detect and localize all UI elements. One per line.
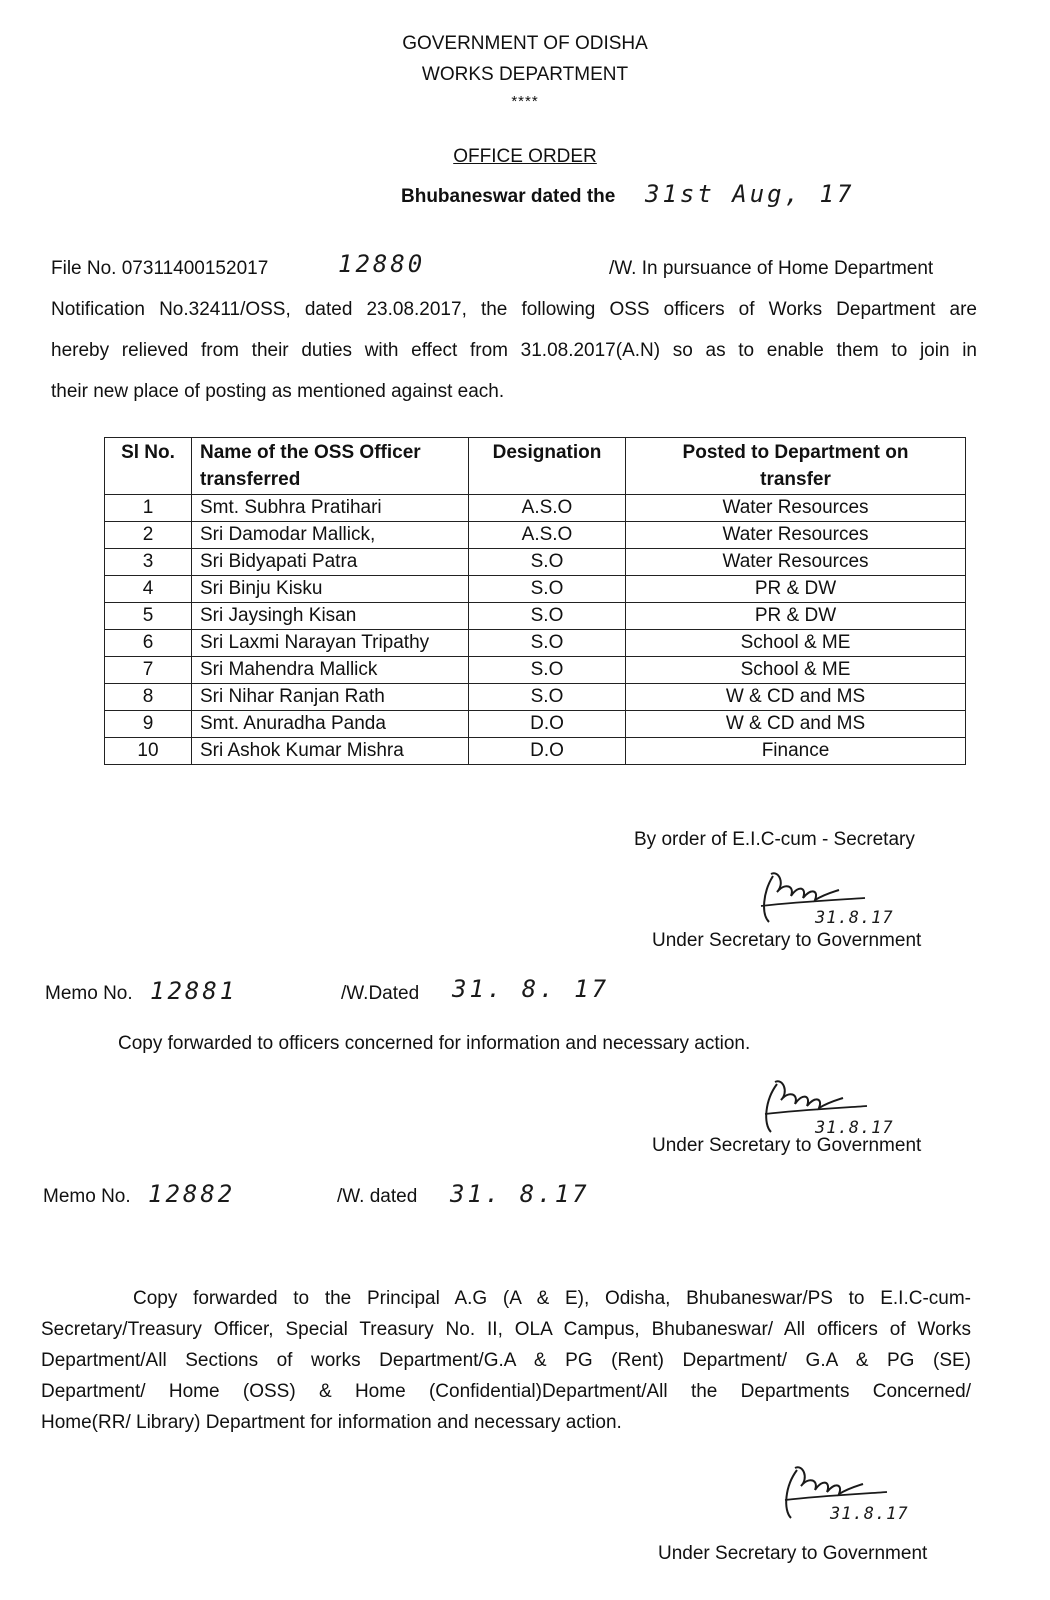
signature-1-date: 31.8.17: [815, 908, 894, 928]
stars-divider: ****: [511, 93, 539, 110]
table-row: [105, 549, 966, 576]
cell-name: Smt. Anuradha Panda: [192, 711, 469, 738]
cell-name: Sri Jaysingh Kisan: [192, 603, 469, 630]
cell-sl: 1: [105, 495, 192, 522]
cell-posted: School & ME: [626, 657, 966, 684]
order-body-line-3: their new place of posting as mentioned against each.: [51, 381, 505, 402]
cell-name: Smt. Subhra Pratihari: [192, 495, 469, 522]
table-row: [105, 738, 966, 765]
dated-label: Bhubaneswar dated the: [401, 186, 616, 207]
table-row: [105, 522, 966, 549]
signature-3-date: 31.8.17: [830, 1504, 909, 1524]
cell-designation: S.O: [469, 657, 626, 684]
order-body: [51, 289, 977, 412]
cell-posted: Water Resources: [626, 549, 966, 576]
memo2-number: 12882: [148, 1180, 236, 1208]
file-suffix: /W. In pursuance of Home Department: [609, 258, 934, 279]
header-posted: Posted to Department on transfer: [626, 438, 966, 495]
header-designation: Designation: [469, 438, 626, 495]
table-row: [105, 657, 966, 684]
cell-posted: Finance: [626, 738, 966, 765]
cell-designation: A.S.O: [469, 522, 626, 549]
signatory-title-3: Under Secretary to Government: [658, 1543, 928, 1564]
memo2-line-1: Copy forwarded to the Principal A.G (A & E), Odisha, Bhubaneswar/PS to E.I.C-cum-: [133, 1288, 971, 1309]
order-title-text: OFFICE ORDER: [453, 146, 597, 167]
cell-sl: 10: [105, 738, 192, 765]
cell-posted: Water Resources: [626, 495, 966, 522]
cell-name: Sri Bidyapati Patra: [192, 549, 469, 576]
table-header-row: [105, 438, 966, 495]
cell-name: Sri Nihar Ranjan Rath: [192, 684, 469, 711]
order-body-line-1: Notification No.32411/OSS, dated 23.08.2017, the following OSS officers of Works Department are: [51, 299, 977, 320]
signatory-title-2: Under Secretary to Government: [652, 1135, 922, 1156]
memo1-number: 12881: [150, 977, 238, 1005]
memo2-label: Memo No.: [43, 1186, 131, 1207]
memo2-line-3: Department/All Sections of works Department/G.A & PG (Rent) Department/ G.A & PG (SE): [41, 1350, 971, 1371]
order-body-line-2: hereby relieved from their duties with effect from 31.08.2017(A.N) so as to enable them to join in: [51, 340, 977, 361]
cell-sl: 2: [105, 522, 192, 549]
cell-sl: 5: [105, 603, 192, 630]
cell-posted: School & ME: [626, 630, 966, 657]
cell-designation: S.O: [469, 630, 626, 657]
by-order-text: By order of E.I.C-cum - Secretary: [634, 829, 915, 850]
cell-designation: S.O: [469, 549, 626, 576]
memo1-text: Copy forwarded to officers concerned for information and necessary action.: [118, 1033, 751, 1054]
cell-sl: 7: [105, 657, 192, 684]
cell-sl: 8: [105, 684, 192, 711]
header-sl: Sl No.: [105, 438, 192, 495]
cell-name: Sri Binju Kisku: [192, 576, 469, 603]
table-body: [105, 495, 966, 765]
department-heading: WORKS DEPARTMENT: [421, 64, 629, 85]
memo2-line-4: Department/ Home (OSS) & Home (Confidential)Department/All the Departments Concerned/: [41, 1381, 971, 1402]
cell-posted: PR & DW: [626, 576, 966, 603]
memo1-date: 31. 8. 17: [452, 975, 610, 1003]
memo1-dated-label: /W.Dated: [341, 983, 420, 1004]
cell-posted: Water Resources: [626, 522, 966, 549]
memo2-dated-label: /W. dated: [337, 1186, 418, 1207]
cell-posted: W & CD and MS: [626, 711, 966, 738]
cell-designation: D.O: [469, 738, 626, 765]
cell-sl: 6: [105, 630, 192, 657]
memo1-label: Memo No.: [45, 983, 133, 1004]
cell-sl: 9: [105, 711, 192, 738]
cell-name: Sri Damodar Mallick,: [192, 522, 469, 549]
dated-handwritten: 31st Aug, 17: [645, 180, 855, 208]
cell-designation: D.O: [469, 711, 626, 738]
signature-2-date: 31.8.17: [815, 1118, 894, 1138]
file-number: File No. 07311400152017: [51, 258, 269, 279]
file-handwritten-number: 12880: [338, 250, 426, 278]
table-row: [105, 603, 966, 630]
table-row: [105, 495, 966, 522]
table-row: [105, 684, 966, 711]
signatory-title-1: Under Secretary to Government: [652, 930, 922, 951]
cell-sl: 4: [105, 576, 192, 603]
header-name: Name of the OSS Officer transferred: [192, 438, 469, 495]
order-title: [0, 146, 1050, 168]
cell-posted: PR & DW: [626, 603, 966, 630]
table-row: [105, 711, 966, 738]
table-row: [105, 576, 966, 603]
memo2-line-5: Home(RR/ Library) Department for information and necessary action.: [41, 1412, 622, 1433]
cell-posted: W & CD and MS: [626, 684, 966, 711]
table-row: [105, 630, 966, 657]
cell-designation: S.O: [469, 603, 626, 630]
cell-designation: A.S.O: [469, 495, 626, 522]
cell-name: Sri Mahendra Mallick: [192, 657, 469, 684]
cell-designation: S.O: [469, 684, 626, 711]
government-heading: GOVERNMENT OF ODISHA: [402, 33, 648, 54]
cell-name: Sri Ashok Kumar Mishra: [192, 738, 469, 765]
cell-name: Sri Laxmi Narayan Tripathy: [192, 630, 469, 657]
cell-sl: 3: [105, 549, 192, 576]
cell-designation: S.O: [469, 576, 626, 603]
transfer-table: [104, 437, 966, 765]
memo2-text: [41, 1283, 971, 1438]
memo2-line-2: Secretary/Treasury Officer, Special Treasury No. II, OLA Campus, Bhubaneswar/ All officers of Works: [41, 1319, 971, 1340]
memo2-date: 31. 8.17: [450, 1180, 590, 1208]
